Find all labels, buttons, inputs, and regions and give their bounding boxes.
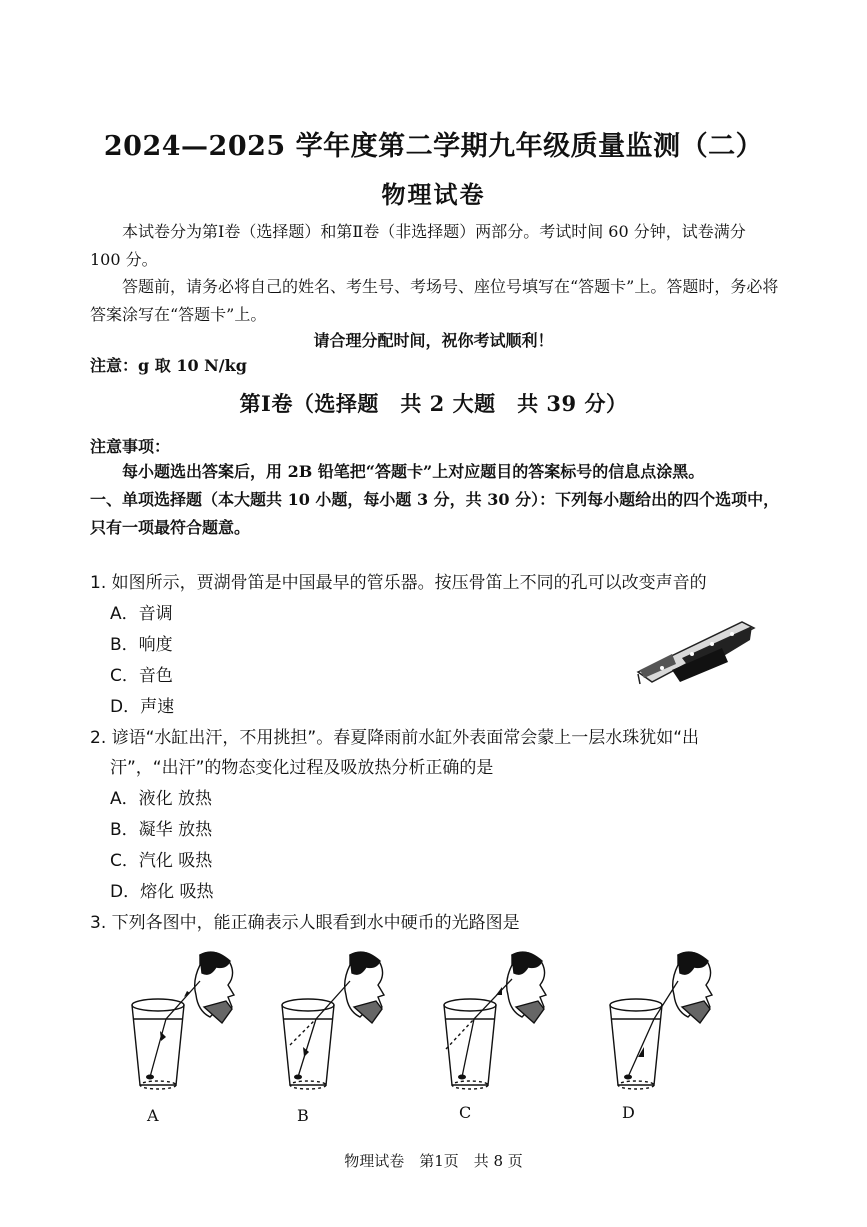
question-1-option-c: C．音色 bbox=[110, 666, 173, 686]
question-2-stem-line-2: 汗”，“出汗”的物态变化过程及吸放热分析正确的是 bbox=[110, 758, 494, 778]
figure-b-label: B bbox=[297, 1106, 309, 1125]
figure-a-label: A bbox=[147, 1106, 159, 1125]
question-2-stem-line-1: 2. 谚语“水缸出汗，不用挑担”。春夏降雨前水缸外表面常会蒙上一层水珠犹如“出 bbox=[90, 728, 700, 748]
bone-flute-image bbox=[632, 612, 758, 690]
section-heading: 第Ⅰ卷（选择题 共 2 大题 共 39 分） bbox=[239, 391, 628, 416]
page-footer: 物理试卷 第1页 共 8 页 bbox=[344, 1152, 523, 1170]
question-2-option-b: B．凝华 放热 bbox=[110, 820, 213, 840]
intro-paragraph-1: 本试卷分为第Ⅰ卷（选择题）和第Ⅱ卷（非选择题）两部分。考试时间 60 分钟，试卷满分 100 分。 bbox=[90, 222, 746, 269]
figure-c-label: C bbox=[459, 1103, 472, 1122]
exam-subtitle: 物理试卷 bbox=[381, 180, 486, 209]
part-one-instructions: 一、单项选择题（本大题共 10 小题，每小题 3 分，共 30 分）：下列每小题给出的四个选项中，只有一项最符合题意。 bbox=[90, 490, 780, 537]
figure-d-label: D bbox=[622, 1103, 635, 1122]
question-2-option-a: A．液化 放热 bbox=[110, 789, 213, 809]
question-1-option-d: D．声速 bbox=[110, 697, 175, 717]
question-1-option-a: A．音调 bbox=[110, 604, 173, 624]
notice-text: 每小题选出答案后，用 2B 铅笔把“答题卡”上对应题目的答案标号的信息点涂黑。 bbox=[122, 462, 705, 481]
constant-note: 注意：g 取 10 N/kg bbox=[90, 356, 247, 375]
intro-paragraph-2: 答题前，请务必将自己的姓名、考生号、考场号、座位号填写在“答题卡”上。答题时，务必将答案涂写在“答题卡”上。 bbox=[90, 277, 779, 324]
figure-b-light-path-diagram bbox=[270, 945, 400, 1095]
question-1-option-b: B．响度 bbox=[110, 635, 173, 655]
good-luck-line: 请合理分配时间，祝你考试顺利！ bbox=[313, 331, 554, 350]
exam-title: 2024—2025 学年度第二学期九年级质量监测（二） bbox=[103, 131, 764, 162]
figure-c-light-path-diagram bbox=[432, 945, 562, 1095]
notice-label: 注意事项： bbox=[90, 437, 171, 456]
question-3-stem: 3. 下列各图中，能正确表示人眼看到水中硬币的光路图是 bbox=[90, 913, 520, 933]
figure-d-light-path-diagram bbox=[598, 945, 728, 1095]
question-1-stem: 1. 如图所示，贾湖骨笛是中国最早的管乐器。按压骨笛上不同的孔可以改变声音的 bbox=[90, 573, 707, 593]
question-2-option-d: D．熔化 吸热 bbox=[110, 882, 214, 902]
question-2-option-c: C．汽化 吸热 bbox=[110, 851, 213, 871]
figure-a-light-path-diagram bbox=[120, 945, 250, 1095]
